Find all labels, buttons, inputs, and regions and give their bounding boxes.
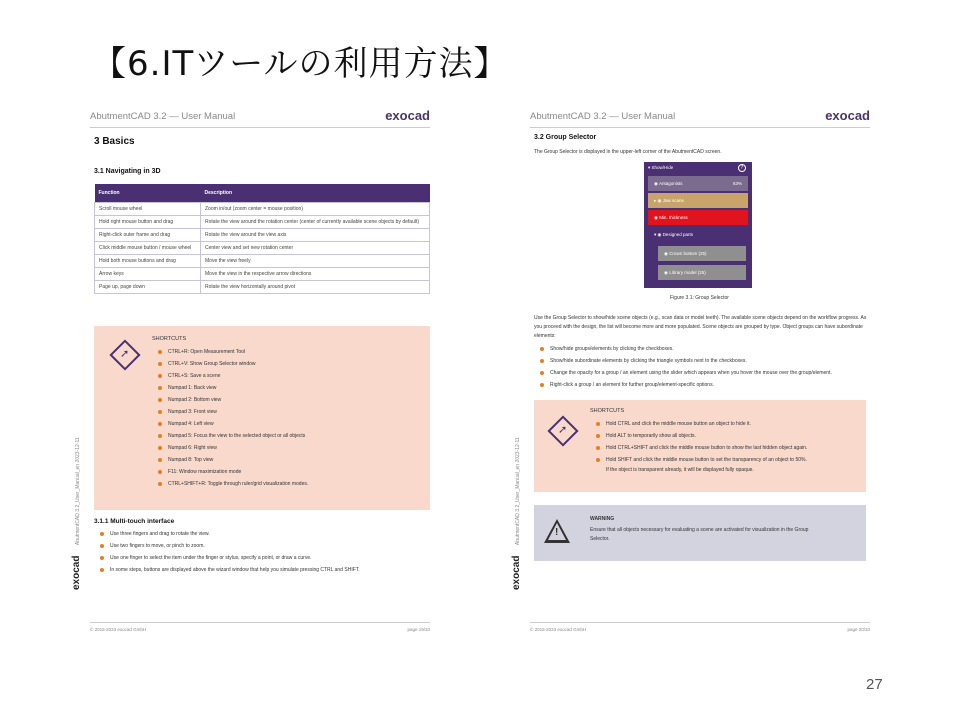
cursor-icon: ➚ bbox=[558, 423, 568, 436]
table-row bbox=[95, 268, 430, 281]
table-cell: Move the view in the respective arrow directions bbox=[201, 268, 430, 281]
shortcuts-title: SHORTCUTS bbox=[152, 336, 187, 342]
chapter-heading: 3 Basics bbox=[94, 136, 135, 147]
bullet-dot bbox=[158, 374, 162, 378]
bullet-dot bbox=[158, 470, 162, 474]
doc-title: AbutmentCAD 3.2 — User Manual bbox=[530, 111, 676, 122]
bullet-dot bbox=[158, 422, 162, 426]
table-row bbox=[95, 203, 430, 216]
bullet-dot bbox=[158, 362, 162, 366]
exclamation-icon: ! bbox=[555, 527, 559, 538]
group-row-jaw-scans: ▸ ◉ Jaw scans bbox=[648, 193, 748, 208]
bullet-dot bbox=[596, 422, 600, 426]
group-row-designed-parts: ▾ ◉ Designed parts bbox=[648, 227, 748, 242]
section-heading: 3.1 Navigating in 3D bbox=[94, 168, 161, 175]
side-file-label: AbutmentCAD 3.2_User_Manual_en 2023-12-11 bbox=[75, 437, 81, 546]
side-file-label: AbutmentCAD 3.2_User_Manual_en 2023-12-11 bbox=[515, 437, 521, 546]
warning-title: WARNING bbox=[590, 516, 615, 522]
table-cell: Arrow keys bbox=[95, 268, 201, 281]
bullet-dot bbox=[158, 434, 162, 438]
list-item: CTRL+S: Save a scene bbox=[158, 373, 220, 379]
doc-title: AbutmentCAD 3.2 — User Manual bbox=[90, 111, 236, 122]
bullet-dot bbox=[158, 446, 162, 450]
warning-box bbox=[534, 505, 866, 561]
page-footer bbox=[530, 622, 870, 632]
list-item: Numpad 3: Front view bbox=[158, 409, 217, 415]
list-item: CTRL+SHIFT+R: Toggle through ruler/grid visualization modes. bbox=[158, 481, 308, 487]
table-row bbox=[95, 216, 430, 229]
table-row bbox=[95, 229, 430, 242]
list-item: Numpad 4: Left view bbox=[158, 421, 214, 427]
bullet-dot bbox=[596, 434, 600, 438]
section-heading: 3.2 Group Selector bbox=[534, 134, 597, 141]
side-brand: exocad bbox=[71, 555, 82, 590]
group-row-library-model: ◉ Library model (25) bbox=[658, 265, 746, 280]
list-item: F11: Window maximization mode bbox=[158, 469, 241, 475]
list-item: Change the opacity for a group / an element using the slider which appears when you hover the mouse over the group/element. bbox=[540, 370, 832, 376]
table-header-row bbox=[95, 184, 430, 203]
group-row-antagonists: ◉ Antagonists 63% bbox=[648, 176, 748, 191]
subsection-heading: 3.1.1 Multi-touch interface bbox=[94, 518, 175, 525]
page-footer bbox=[90, 622, 430, 632]
table-cell: Click middle mouse button / mouse wheel bbox=[95, 242, 201, 255]
warning-text-line1: Ensure that all objects necessary for evaluating a scene are activated for visualization in the Group bbox=[590, 527, 809, 533]
slide-title: 【6.ITツールの利用方法】 bbox=[92, 44, 509, 84]
list-item: In some steps, buttons are displayed above the wizard window that help you simulate pressing CTRL and SHIFT. bbox=[100, 567, 360, 573]
figure-caption: Figure 3.1: Group Selector bbox=[670, 295, 729, 301]
table-row bbox=[95, 242, 430, 255]
group-selector-header: ▾ Show/Hide bbox=[648, 165, 674, 170]
group-row-min-thickness: ◉ Min. thickness bbox=[648, 210, 748, 225]
bullet-dot bbox=[596, 446, 600, 450]
table-cell: Page up, page down bbox=[95, 281, 201, 294]
bullet-dot bbox=[540, 383, 544, 387]
bullet-dot bbox=[158, 458, 162, 462]
list-item: CTRL+V: Show Group Selector window bbox=[158, 361, 256, 367]
body-text: Use the Group Selector to show/hide scene objects (e.g., scan data or model teeth). The available scene objects depend on the workflow progress. As you proceed with the design, the list will become more and more populated. Scene objects are grouped by type. Object groups can have subordinate elements: bbox=[534, 315, 867, 339]
table-cell: Center view and set new rotation center bbox=[201, 242, 430, 255]
list-item: CTRL+R: Open Measurement Tool bbox=[158, 349, 245, 355]
table-cell: Rotate the view horizontally around pivot bbox=[201, 281, 430, 294]
side-brand: exocad bbox=[511, 555, 522, 590]
bullet-dot bbox=[158, 386, 162, 390]
bullet-dot bbox=[158, 398, 162, 402]
shortcuts-box bbox=[94, 326, 430, 510]
table-cell: Rotate the view around the view axis bbox=[201, 229, 430, 242]
table-cell: Move the view freely bbox=[201, 255, 430, 268]
shortcuts-box bbox=[534, 400, 866, 492]
copyright: © 2015-2023 exocad GmbH bbox=[530, 627, 587, 632]
manual-page-left bbox=[71, 100, 458, 640]
bullet-dot bbox=[100, 556, 104, 560]
bullet-dot bbox=[596, 458, 600, 462]
page-header bbox=[90, 108, 430, 128]
group-row-crown-bottom: ◉ Crown bottom (25) bbox=[658, 246, 746, 261]
bullet-dot bbox=[540, 359, 544, 363]
slide-page-number: 27 bbox=[866, 676, 883, 693]
list-item: Use two fingers to move, or pinch to zoom. bbox=[100, 543, 205, 549]
bullet-dot bbox=[158, 350, 162, 354]
cursor-icon: ➚ bbox=[120, 347, 130, 360]
list-item: Use three fingers and drag to rotate the view. bbox=[100, 531, 210, 537]
list-item: Show/hide subordinate elements by clicking the triangle symbols next to the checkboxes. bbox=[540, 358, 747, 364]
group-selector-figure bbox=[644, 162, 752, 288]
side-logo bbox=[506, 437, 524, 590]
manual-page-right bbox=[511, 100, 898, 640]
bullet-dot bbox=[100, 568, 104, 572]
list-item: Numpad 8: Top view bbox=[158, 457, 213, 463]
table-cell: Zoom in/out (zoom center = mouse position) bbox=[201, 203, 430, 216]
list-item: Show/hide groups/elements by clicking the checkboxes. bbox=[540, 346, 674, 352]
list-item: Numpad 6: Right view bbox=[158, 445, 217, 451]
bullet-dot bbox=[540, 371, 544, 375]
side-logo bbox=[66, 437, 84, 590]
list-item: Right-click a group / an element for further group/element-specific options. bbox=[540, 382, 714, 388]
list-item: Use one finger to select the item under the finger or stylus, specify a point, or draw a curve. bbox=[100, 555, 312, 561]
page-ref: page 20/33 bbox=[847, 627, 870, 632]
table-row bbox=[95, 281, 430, 294]
table-row bbox=[95, 255, 430, 268]
table-header-function: Function bbox=[95, 184, 201, 203]
list-item: Numpad 2: Bottom view bbox=[158, 397, 221, 403]
table-cell: Right-click outer frame and drag bbox=[95, 229, 201, 242]
table-header-description: Description bbox=[201, 184, 430, 203]
page-header bbox=[530, 108, 870, 128]
list-item: Numpad 5: Focus the view to the selected object or all objects bbox=[158, 433, 305, 439]
warning-text-line2: Selector. bbox=[590, 536, 610, 542]
bullet-dot bbox=[100, 532, 104, 536]
page-ref: page 19/33 bbox=[407, 627, 430, 632]
bullet-dot bbox=[158, 410, 162, 414]
copyright: © 2015-2023 exocad GmbH bbox=[90, 627, 147, 632]
help-icon: ? bbox=[738, 164, 746, 172]
table-cell: Rotate the view around the rotation center (center of currently available scene objects by default) bbox=[201, 216, 430, 229]
table-cell: Scroll mouse wheel bbox=[95, 203, 201, 216]
bullet-dot bbox=[540, 347, 544, 351]
list-item: Hold ALT to temporarily show all objects. bbox=[596, 433, 696, 439]
brand-logo: exocad bbox=[825, 108, 870, 123]
list-item: Hold SHIFT and click the middle mouse button to set the transparency of an object to 50%. bbox=[596, 457, 807, 463]
brand-logo: exocad bbox=[385, 108, 430, 123]
intro-text: The Group Selector is displayed in the upper-left corner of the AbutmentCAD screen. bbox=[534, 149, 722, 155]
list-item-continuation: If the object is transparent already, it will be displayed fully opaque. bbox=[606, 467, 754, 473]
list-item: Numpad 1: Back view bbox=[158, 385, 216, 391]
table-cell: Hold both mouse buttons and drag bbox=[95, 255, 201, 268]
navigation-table bbox=[94, 184, 430, 294]
list-item: Hold CTRL+SHIFT and click the middle mouse button to show the last hidden object again. bbox=[596, 445, 807, 451]
list-item: Hold CTRL and click the middle mouse button an object to hide it. bbox=[596, 421, 751, 427]
shortcuts-title: SHORTCUTS bbox=[590, 408, 625, 414]
table-cell: Hold right mouse button and drag bbox=[95, 216, 201, 229]
bullet-dot bbox=[100, 544, 104, 548]
bullet-dot bbox=[158, 482, 162, 486]
